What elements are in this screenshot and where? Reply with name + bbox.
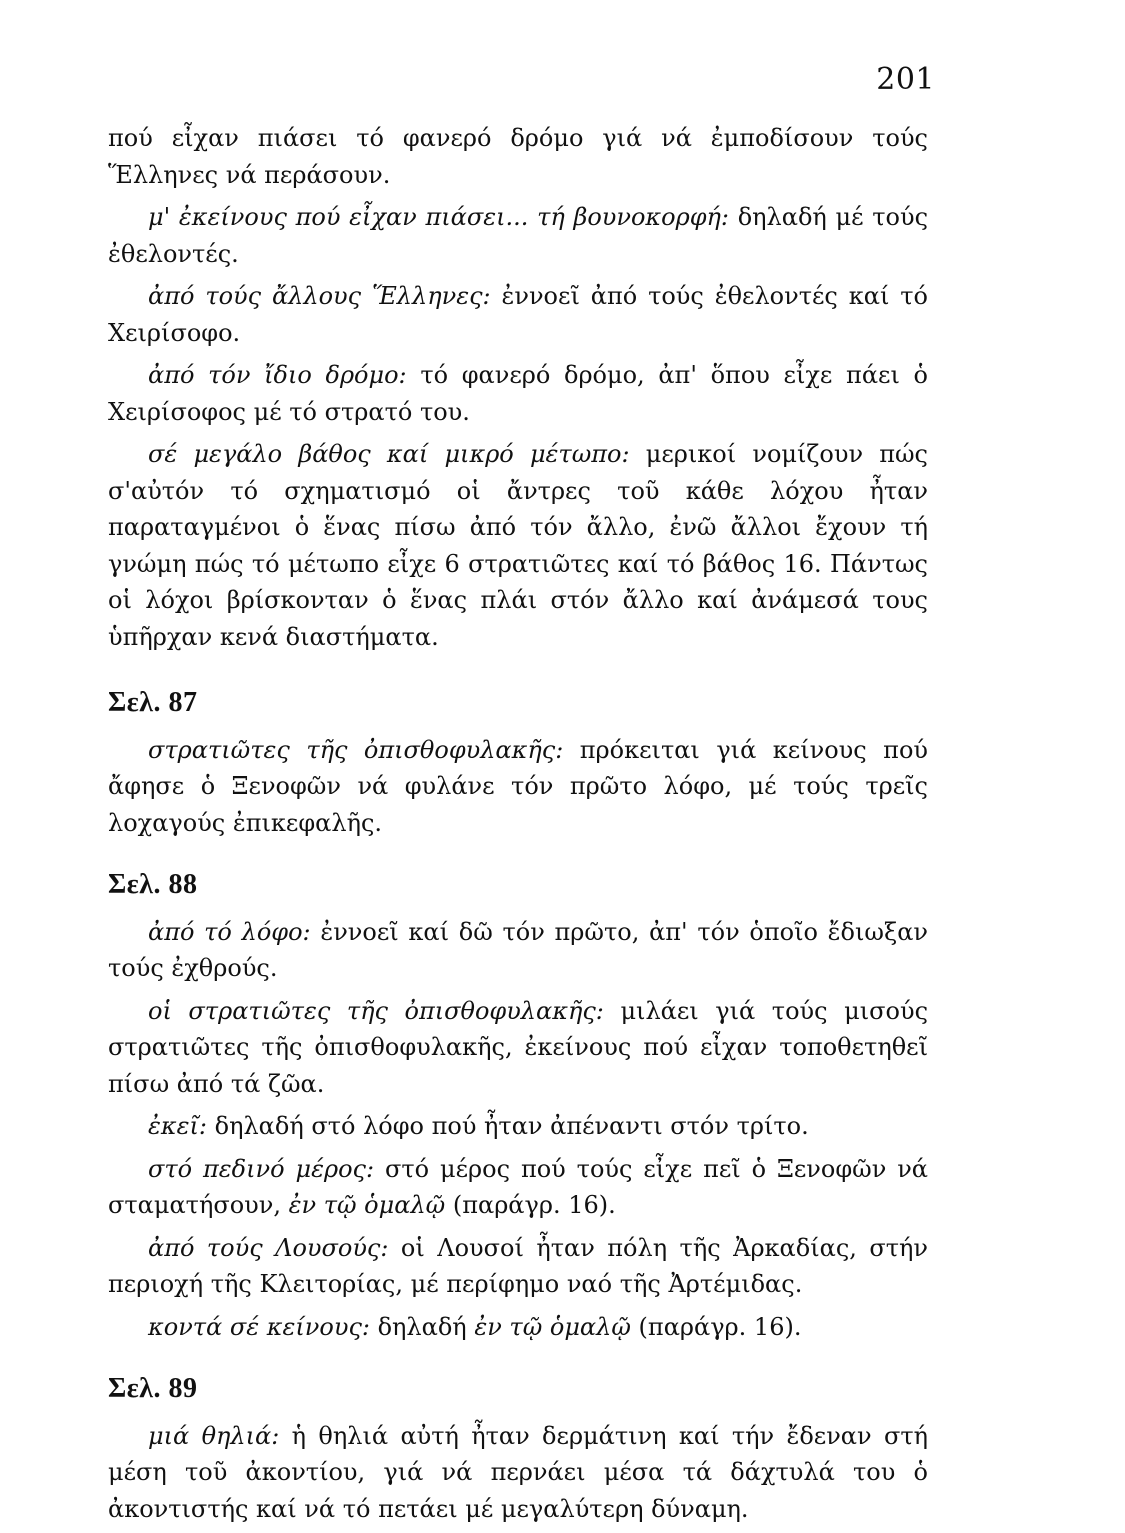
note-term: οἱ στρατιῶτες τῆς ὀπισθοφυλακῆς: bbox=[148, 996, 604, 1025]
paragraph bbox=[108, 120, 928, 193]
page-number: 201 bbox=[876, 62, 935, 97]
note-text: δηλαδή στό λόφο πού ἦταν ἀπέναντι στόν τρίτο. bbox=[207, 1112, 809, 1140]
note-paragraph bbox=[108, 1108, 928, 1145]
note-term: στρατιῶτες τῆς ὀπισθοφυλακῆς: bbox=[148, 735, 564, 764]
note-text: μερικοί νομίζουν πώς σ'αὐτόν τό σχηματισμό οἱ ἄντρες τοῦ κάθε λόχου ἦταν παραταγμένοι ὁ ἕνας πίσω ἀπό τόν ἄλλο, ἐνῶ ἄλλοι ἔχουν τή γνώμη πώς τό μέτωπο εἶχε 6 στρατιῶτες καί τό βάθος 16. Πάντως οἱ λόχοι βρίσκονταν ὁ ἕνας πλάι στόν ἄλλο καί ἀνάμεσά τους ὑπῆρχαν κενά διαστήματα. bbox=[108, 440, 929, 651]
note-term: ἀπό τό λόφο: bbox=[148, 917, 311, 946]
note-paragraph bbox=[108, 199, 928, 272]
note-term-secondary: ἐν τῷ ὁμαλῷ bbox=[288, 1191, 446, 1219]
note-term-secondary: ἐν τῷ ὁμαλῷ bbox=[474, 1312, 631, 1341]
note-paragraph bbox=[108, 357, 928, 430]
note-paragraph bbox=[108, 732, 928, 842]
note-text: μιλάει γιά τούς μισούς στρατιῶτες τῆς ὀπισθοφυλακῆς, ἐκείνους πού εἶχαν τοποθετηθεῖ πίσω ἀπό τά ζῶα. bbox=[108, 996, 929, 1098]
note-term: στό πεδινό μέρος: bbox=[148, 1154, 375, 1183]
note-text: ἡ θηλιά αὐτή ἦταν δερμάτινη καί τήν ἔδεναν στή μέση τοῦ ἀκοντίου, γιά νά περνάει μέσα τά δάχτυλά του ὁ ἀκοντιστής καί νά τό πετάει μέ μεγαλύτερη δύναμη. bbox=[108, 1421, 929, 1523]
note-text: ἐννοεῖ καί δῶ τόν πρῶτο, ἀπ' τόν ὁποῖο ἔδιωξαν τούς ἐχθρούς. bbox=[108, 917, 928, 982]
note-term: ἐκεῖ: bbox=[148, 1112, 207, 1140]
note-term: σέ μεγάλο βάθος καί μικρό μέτωπο: bbox=[148, 440, 630, 468]
note-text: δηλαδή bbox=[369, 1312, 475, 1341]
note-paragraph bbox=[108, 914, 928, 987]
section-heading-88: Σελ. 88 bbox=[108, 869, 198, 900]
note-term: ἀπό τούς ἄλλους Ἕλληνες: bbox=[148, 282, 491, 310]
note-text: δηλαδή μέ τούς ἐθελοντές. bbox=[108, 203, 929, 268]
section-heading-89: Σελ. 89 bbox=[108, 1373, 198, 1404]
note-term: μιά θηλιά: bbox=[148, 1421, 280, 1450]
note-paragraph bbox=[108, 278, 928, 351]
note-term: ἀπό τόν ἴδιο δρόμο: bbox=[148, 361, 407, 389]
note-paragraph bbox=[108, 1151, 928, 1224]
paragraph-text: πού εἶχαν πιάσει τό φανερό δρόμο γιά νά ἐμποδίσουν τούς Ἕλληνες νά περάσουν. bbox=[108, 124, 928, 189]
note-paragraph bbox=[108, 1418, 928, 1528]
note-text-secondary: (παράγρ. 16). bbox=[630, 1312, 802, 1341]
note-text: τό φανερό δρόμο, ἀπ' ὅπου εἶχε πάει ὁ Χειρίσοφος μέ τό στρατό του. bbox=[108, 361, 928, 426]
note-text: οἱ Λουσοί ἦταν πόλη τῆς Ἀρκαδίας, στήν περιοχή τῆς Κλειτορίας, μέ περίφημο ναό τῆς Ἀρτέμιδας. bbox=[108, 1233, 928, 1298]
note-paragraph bbox=[108, 993, 928, 1103]
note-text: πρόκειται γιά κείνους πού ἄφησε ὁ Ξενοφῶν νά φυλάνε τόν πρῶτο λόφο, μέ τούς τρεῖς λοχαγούς ἐπικεφαλῆς. bbox=[108, 735, 928, 837]
note-text: στό μέρος πού τούς εἶχε πεῖ ὁ Ξενοφῶν νά σταματήσουν, bbox=[108, 1154, 928, 1219]
note-text: ἐννοεῖ ἀπό τούς ἐθελοντές καί τό Χειρίσοφο. bbox=[108, 282, 929, 347]
note-paragraph bbox=[108, 1309, 928, 1346]
note-term: κοντά σέ κείνους: bbox=[148, 1312, 370, 1341]
note-text-secondary: (παράγρ. 16). bbox=[445, 1191, 616, 1219]
note-term: ἀπό τούς Λουσούς: bbox=[148, 1233, 389, 1262]
section-heading-87: Σελ. 87 bbox=[108, 687, 198, 718]
page-body bbox=[108, 120, 928, 1533]
note-paragraph bbox=[108, 1230, 928, 1303]
note-paragraph bbox=[108, 436, 928, 655]
note-term: μ' ἐκείνους πού εἶχαν πιάσει... τή βουνοκορφή: bbox=[148, 203, 730, 231]
